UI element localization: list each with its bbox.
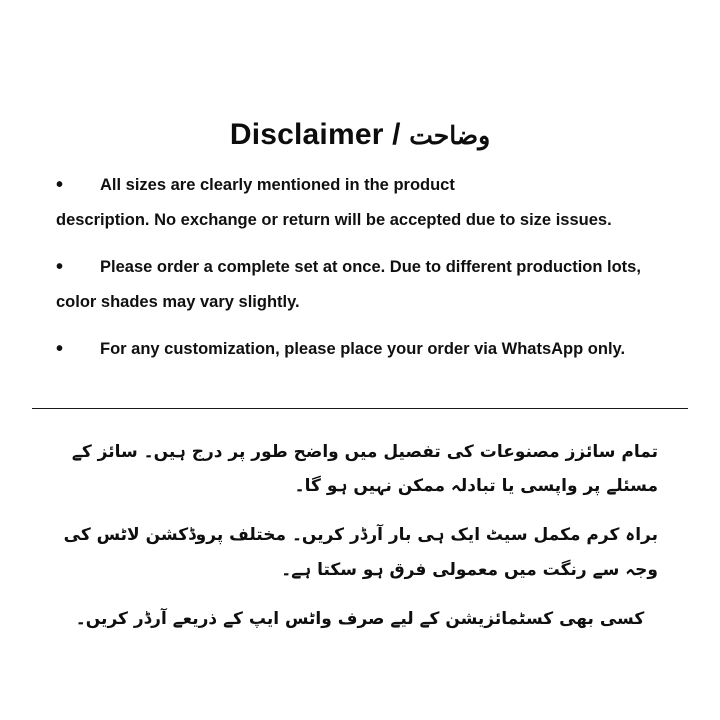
urdu-disclaimer-block [0,409,720,637]
bullet-text-continuation: description. No exchange or return will be accepted due to size issues. [56,211,612,229]
bullet-dot-icon: • [56,255,64,278]
page-title-urdu: وضاحت [409,122,491,150]
bullet-dot-icon: • [56,337,64,360]
page-title [0,0,720,151]
page-title-separator: / [383,118,410,151]
bullet-dot-icon: • [56,174,64,196]
bullet-row [56,173,658,198]
list-item [56,337,658,362]
page-title-english: Disclaimer [229,118,384,151]
bullet-row [56,255,658,280]
urdu-line: تمام سائزز مصنوعات کی تفصیل میں واضح طور پر درج ہیں۔ سائز کے مسئلے پر واپسی یا تبادلہ ممکن نہیں ہو گا۔ [71,441,658,497]
disclaimer-bullet-list [0,173,720,362]
urdu-line: براہ کرم مکمل سیٹ ایک ہی بار آرڈر کریں۔ مختلف پروڈکشن لاٹس کی وجہ سے رنگت میں معمولی فرق ہو سکتا ہے۔ [63,525,658,581]
bullet-text-continuation: color shades may vary slightly. [56,292,300,311]
bullet-text-primary: Please order a complete set at once. Due to different production lots, [100,257,641,276]
list-item [56,255,658,315]
list-item [56,173,658,233]
bullet-text-primary: All sizes are clearly mentioned in the product [100,176,455,194]
bullet-row [56,337,658,362]
bullet-text-primary: For any customization, please place your order via WhatsApp only. [100,339,626,358]
urdu-line: کسی بھی کسٹمائزیشن کے لیے صرف واٹس ایپ کے ذریعے آرڈر کریں۔ [75,608,645,629]
